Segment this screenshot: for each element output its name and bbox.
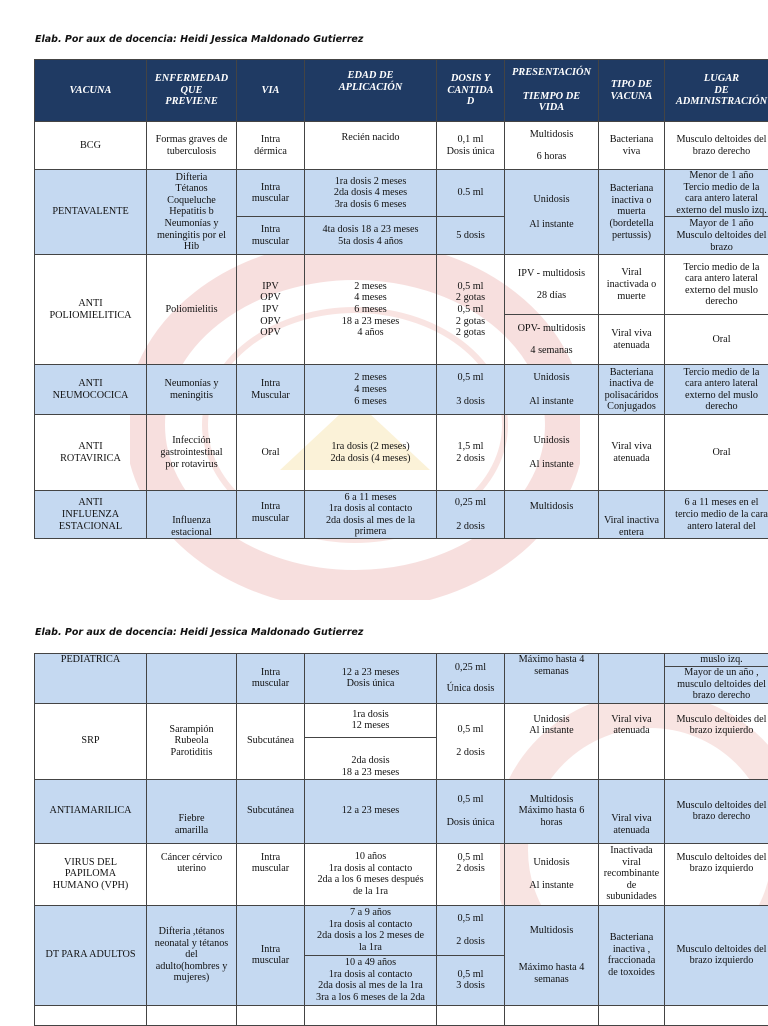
table-row [35, 779, 768, 843]
cell-dosis: 0.5 ml [437, 170, 505, 217]
cell-via: Intra muscular [237, 491, 305, 539]
cell-via: Oral [237, 415, 305, 491]
vaccine-table-page2 [34, 653, 768, 1026]
cell-dosis-a: 0,5 ml [439, 913, 502, 925]
header-tipo: TIPO DE VACUNA [599, 60, 665, 122]
cell-via: Intra muscular [237, 654, 305, 704]
cell-presentacion [505, 122, 599, 170]
cell-edad: 2da dosis 18 a 23 meses [305, 737, 437, 779]
cell-enfermedad: Difteria ,tétanos neonatal y tétanos del adulto(hombres y mujeres) [147, 905, 237, 1005]
header-enfermedad: ENFERMEDAD QUE PREVIENE [147, 60, 237, 122]
author-credit: Elab. Por aux de docencia: Heidi Jessica Maldonado Gutierrez [35, 34, 363, 45]
cell-pres-b: Al instante [507, 396, 596, 408]
cell-lugar: Mayor de 1 año Musculo deltoides del brazo [665, 217, 768, 255]
cell-via: Intra dérmica [237, 122, 305, 170]
table-row [35, 1005, 768, 1025]
author-credit-2: Elab. Por aux de docencia: Heidi Jessica Maldonado Gutierrez [35, 627, 363, 638]
cell-edad: 10 a 49 años 1ra dosis al contacto 2da dosis al mes de la 1ra 3ra a los 6 meses de la 2da [305, 955, 437, 1005]
cell-vacuna: ANTI INFLUENZA ESTACIONAL [35, 491, 147, 539]
cell-via: Intra Muscular [237, 365, 305, 415]
cell-vacuna: DT PARA ADULTOS [35, 905, 147, 1005]
cell-lugar: Musculo deltoides del brazo derecho [665, 779, 768, 843]
cell-dosis [437, 365, 505, 415]
cell-lugar: Musculo deltoides del brazo derecho [665, 122, 768, 170]
cell-presentacion [505, 170, 599, 255]
cell-dosis-b: 2 dosis [439, 747, 502, 759]
cell-enfermedad: Neumonías y meningitis [147, 365, 237, 415]
cell-edad: 12 a 23 meses Dosis única [305, 654, 437, 704]
cell-dosis-b: 3 dosis [439, 396, 502, 408]
cell-empty [665, 1005, 768, 1025]
cell-empty [35, 1005, 147, 1025]
cell-tipo: Viral inactivada o muerte [599, 255, 665, 315]
cell-pres-a: Unidosis [507, 194, 596, 206]
cell-via: Intra muscular [237, 843, 305, 905]
cell-edad: 6 a 11 meses 1ra dosis al contacto 2da dosis al mes de la primera [305, 491, 437, 539]
cell-empty [237, 1005, 305, 1025]
cell-dosis-a: 0,5 ml [439, 724, 502, 736]
table-row [35, 365, 768, 415]
cell-enfermedad: Poliomielitis [147, 255, 237, 365]
cell-edad: 10 años 1ra dosis al contacto 2da a los 6 meses después de la 1ra [305, 843, 437, 905]
cell-vacuna: ANTI POLIOMIELITICA [35, 255, 147, 365]
cell-presentacion: Multidosis [505, 491, 599, 539]
cell-tipo: Viral viva atenuada [599, 415, 665, 491]
cell-vacuna: ANTIAMARILICA [35, 779, 147, 843]
cell-lugar: Menor de 1 año Tercio medio de la cara antero lateral externo del muslo izq. [665, 170, 768, 217]
cell-edad: 1ra dosis 2 meses 2da dosis 4 meses 3ra dosis 6 meses [305, 170, 437, 217]
cell-pres-a: Unidosis [507, 372, 596, 384]
cell-edad: 2 meses 4 meses 6 meses [305, 365, 437, 415]
cell-presentacion: Multidosis Máximo hasta 6 horas [505, 779, 599, 843]
table-row [35, 170, 768, 217]
cell-presentacion [505, 255, 599, 315]
cell-dosis-a: 0,5 ml [439, 372, 502, 384]
cell-dosis: 1,5 ml 2 dosis [437, 415, 505, 491]
header-edad: EDAD DE APLICACIÓN [305, 60, 437, 122]
cell-pres-a: Unidosis [507, 857, 596, 869]
cell-dosis-b: 2 dosis [439, 521, 502, 533]
cell-pres-a: Multidosis [507, 129, 596, 141]
cell-vacuna: VIRUS DEL PAPILOMA HUMANO (VPH) [35, 843, 147, 905]
cell-via: Intra muscular [237, 217, 305, 255]
cell-empty [599, 1005, 665, 1025]
cell-dosis [437, 779, 505, 843]
cell-via: Subcutánea [237, 703, 305, 779]
table-row [35, 843, 768, 905]
cell-dosis-b: 2 dosis [439, 936, 502, 948]
cell-enfermedad: Formas graves de tuberculosis [147, 122, 237, 170]
cell-dosis-b: Única dosis [439, 683, 502, 695]
cell-pres-a: OPV- multidosis [507, 323, 596, 335]
table-row [35, 122, 768, 170]
cell-dosis-a: 0,5 ml [439, 794, 502, 806]
cell-enfermedad: Fiebre amarilla [147, 779, 237, 843]
cell-via: IPV OPV IPV OPV OPV [237, 255, 305, 365]
cell-dosis: 0,5 ml 2 gotas 0,5 ml 2 gotas 2 gotas [437, 255, 505, 365]
table-row [35, 491, 768, 539]
cell-via: Intra muscular [237, 170, 305, 217]
header-lugar: LUGAR DE ADMINISTRACIÓN [665, 60, 768, 122]
table-row [35, 415, 768, 491]
cell-vacuna: PENTAVALENTE [35, 170, 147, 255]
cell-presentacion [505, 843, 599, 905]
cell-enfermedad: Infección gastrointestinal por rotavirus [147, 415, 237, 491]
cell-dosis [437, 703, 505, 779]
cell-edad: Recién nacido [305, 122, 437, 170]
cell-dosis: 0,1 ml Dosis única [437, 122, 505, 170]
header-dosis: DOSIS Y CANTIDA D [437, 60, 505, 122]
cell-vacuna: ANTI NEUMOCOCICA [35, 365, 147, 415]
vaccine-table-page1 [34, 59, 768, 539]
cell-vacuna: SRP [35, 703, 147, 779]
cell-edad: 2 meses 4 meses 6 meses 18 a 23 meses 4 años [305, 255, 437, 365]
cell-dosis [437, 654, 505, 704]
cell-tipo: Bacteriana inactiva o muerta (bordetella pertussis) [599, 170, 665, 255]
cell-dosis-a: 0,25 ml [439, 497, 502, 509]
cell-pres-b: 6 horas [507, 151, 596, 163]
cell-dosis: 0,5 ml 2 dosis [437, 843, 505, 905]
cell-tipo: Viral viva atenuada [599, 315, 665, 365]
cell-lugar: 6 a 11 meses en el tercio medio de la cara antero lateral del [665, 491, 768, 539]
cell-tipo [599, 654, 665, 704]
cell-empty [437, 1005, 505, 1025]
cell-pres-a: IPV - multidosis [507, 268, 596, 280]
cell-dosis-b: Dosis única [439, 817, 502, 829]
cell-dosis-a: 0,25 ml [439, 662, 502, 674]
cell-lugar: Musculo deltoides del brazo izquierdo [665, 843, 768, 905]
cell-lugar: Tercio medio de la cara antero lateral externo del muslo derecho [665, 255, 768, 315]
cell-edad: 7 a 9 años 1ra dosis al contacto 2da dosis a los 2 meses de la 1ra [305, 905, 437, 955]
cell-edad: 1ra dosis (2 meses) 2da dosis (4 meses) [305, 415, 437, 491]
cell-presentacion [505, 315, 599, 365]
cell-presentacion [505, 365, 599, 415]
cell-edad: 12 a 23 meses [305, 779, 437, 843]
table-row [35, 255, 768, 315]
cell-tipo: Bacteriana inactiva de polisacáridos Conjugados [599, 365, 665, 415]
cell-tipo: Viral viva atenuada [599, 779, 665, 843]
cell-enfermedad [147, 654, 237, 704]
cell-empty [305, 1005, 437, 1025]
cell-dosis [437, 491, 505, 539]
cell-edad: 1ra dosis 12 meses [305, 703, 437, 737]
cell-vacuna: ANTI ROTAVIRICA [35, 415, 147, 491]
cell-enfermedad: Difteria Tétanos Coqueluche Hepatitis b Neumonías y meningitis por el Hib [147, 170, 237, 255]
cell-lugar: Musculo deltoides del brazo izquierdo [665, 905, 768, 1005]
cell-via: Intra muscular [237, 905, 305, 1005]
table-row [35, 703, 768, 737]
cell-empty [147, 1005, 237, 1025]
cell-lugar: Tercio medio de la cara antero lateral externo del muslo derecho [665, 365, 768, 415]
cell-dosis: 5 dosis [437, 217, 505, 255]
table-row [35, 905, 768, 955]
cell-tipo: Viral inactiva entera [599, 491, 665, 539]
cell-empty [505, 1005, 599, 1025]
cell-pres-b: 4 semanas [507, 345, 596, 357]
cell-presentacion: Máximo hasta 4 semanas [505, 654, 599, 704]
cell-pres-b: Al instante [507, 459, 596, 471]
cell-tipo: Bacteriana viva [599, 122, 665, 170]
cell-lugar: Mayor de un año , musculo deltoides del brazo derecho [665, 666, 768, 703]
cell-enfermedad: Sarampión Rubeola Parotiditis [147, 703, 237, 779]
cell-edad: 4ta dosis 18 a 23 meses 5ta dosis 4 años [305, 217, 437, 255]
header-vacuna: VACUNA [35, 60, 147, 122]
cell-vacuna: PEDIATRICA [35, 654, 147, 704]
cell-tipo: Inactivada viral recombinante de subunidades [599, 843, 665, 905]
cell-pres-a: Multidosis [507, 925, 596, 937]
header-via: VIA [237, 60, 305, 122]
cell-presentacion [505, 905, 599, 1005]
cell-presentacion: Unidosis Al instante [505, 703, 599, 779]
cell-lugar: Oral [665, 315, 768, 365]
cell-enfermedad: Cáncer cérvico uterino [147, 843, 237, 905]
cell-pres-b: 28 días [507, 290, 596, 302]
cell-lugar: Musculo deltoides del brazo izquierdo [665, 703, 768, 779]
cell-enfermedad: Influenza estacional [147, 491, 237, 539]
cell-tipo: Viral viva atenuada [599, 703, 665, 779]
cell-presentacion [505, 415, 599, 491]
cell-lugar: muslo izq. [665, 654, 768, 667]
cell-via: Subcutánea [237, 779, 305, 843]
cell-pres-b: Al instante [507, 880, 596, 892]
cell-pres-b: Máximo hasta 4 semanas [507, 962, 596, 985]
header-presentacion: PRESENTACIÓN TIEMPO DE VIDA [505, 60, 599, 122]
cell-dosis [437, 905, 505, 955]
cell-pres-a: Unidosis [507, 435, 596, 447]
cell-dosis: 0,5 ml 3 dosis [437, 955, 505, 1005]
cell-tipo: Bacteriana inactiva , fraccionada de toxoides [599, 905, 665, 1005]
cell-vacuna: BCG [35, 122, 147, 170]
table-row [35, 654, 768, 667]
cell-lugar: Oral [665, 415, 768, 491]
cell-pres-b: Al instante [507, 219, 596, 231]
